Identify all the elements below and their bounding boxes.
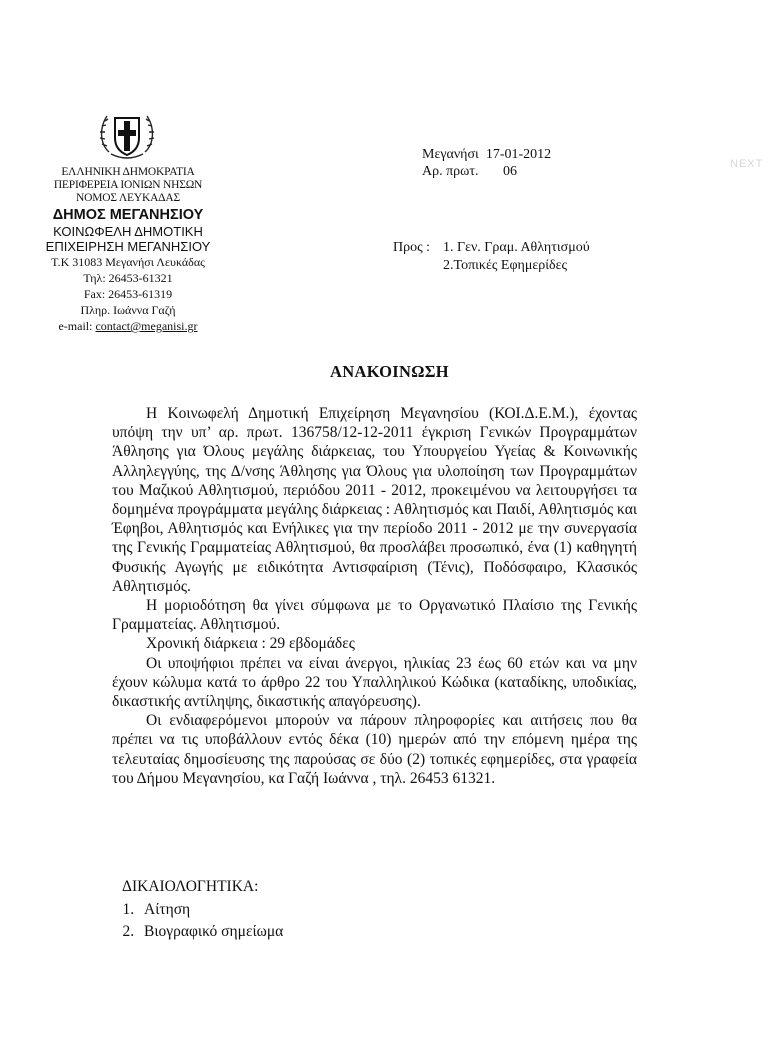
announcement-body — [112, 404, 637, 788]
list-item: 2. Βιογραφικό σημείωμα — [138, 921, 283, 943]
protocol-number: Αρ. πρωτ. 06 — [422, 164, 517, 179]
documents-heading: ΔΙΚΑΙΟΛΟΓΗΤΙΚΑ: — [122, 878, 259, 895]
body-paragraph-5: Οι ενδιαφερόμενοι μπορούν να πάρουν πληροφορίες και αιτήσεις που θα πρέπει να τις υποβάλλουν εντός δέκα (10) ημερών από την επόμενη ημέρα της τελευταίας δημοσίευσης της παρούσας σε δύο (2) τοπικές εφημερίδες, στα γραφεία του Δήμου Μεγανησίου, κα Γαζή Ιωάννα , τηλ. 26453 61321. — [112, 712, 637, 787]
prefecture-line: ΝΟΜΟΣ ΛΕΥΚΑΔΑΣ — [76, 192, 180, 204]
recipient-item: 1. Γεν. Γραμ. Αθλητισμού — [443, 240, 590, 255]
email-line — [40, 318, 216, 334]
phone-number: Τηλ: 26453-61321 — [83, 271, 173, 285]
required-documents — [120, 876, 283, 943]
postal-address: Τ.Κ 31083 Μεγανήσι Λευκάδας — [51, 255, 205, 269]
body-paragraph-4: Οι υποψήφιοι πρέπει να είναι άνεργοι, ηλικίας 23 έως 60 ετών και να μην έχουν κώλυμα κατά το άρθρο 22 του Υπαλληλικού Κώδικα (καταδίκης, υποδικίας, δικαστικής αντίληψης, δικαστικής απαγόρευσης). — [112, 654, 637, 711]
recipient-item: 2.Τοπικές Εφημερίδες — [443, 258, 568, 273]
document-title: ΑΝΑΚΟΙΝΩΣΗ — [330, 362, 449, 381]
region-line: ΠΕΡΙΦΕΡΕΙΑ ΙΟΝΙΩΝ ΝΗΣΩΝ — [53, 179, 203, 191]
body-paragraph-3: Χρονική διάρκεια : 29 εβδομάδες — [146, 635, 355, 653]
greek-coat-of-arms-icon — [97, 106, 157, 164]
list-item: 1. Αίτηση — [138, 899, 283, 921]
municipality-name: ΔΗΜΟΣ ΜΕΓΑΝΗΣΙΟΥ — [52, 207, 204, 223]
contact-person: Πληρ. Ιωάννα Γαζή — [80, 303, 176, 317]
corporation-line-2: ΕΠΙΧΕΙΡΗΣΗ ΜΕΓΑΝΗΣΙΟΥ — [45, 239, 211, 254]
recipients-block — [393, 239, 590, 275]
place-date: Μεγανήσι 17-01-2012 — [422, 147, 552, 162]
date-protocol-block — [422, 146, 551, 180]
email-link[interactable]: contact@meganisi.gr — [95, 319, 198, 333]
documents-list — [120, 899, 283, 943]
body-paragraph-1: Η Κοινωφελή Δημοτική Επιχείρηση Μεγανησίου (ΚΟΙ.Δ.Ε.Μ.), έχοντας υπόψη την υπ’ αρ. πρωτ. 136758/12-12-2011 έγκριση Γενικών Προγραμμάτων Άθλησης για Όλους μεγάλης διάρκειας, του Υπουργείου Υγείας & Κοινωνικής Αλληλεγγύης, της Δ/νσης Άθλησης για Όλους για υλοποίηση των Προγραμμάτων του Μαζικού Αθλητισμού, περιόδου 2011 - 2012, προκειμένου να λειτουργήσει τα δομημένα προγράμματα μεγάλης διάρκειας : Αθλητισμός και Παιδί, Αθλητισμός και Έφηβοι, Αθλητισμός και Ενήλικες για την περίοδο 2011 - 2012 με την συνεργασία της Γενικής Γραμματείας Αθλητισμού, θα προσλάβει προσωπικό, ένα (1) καθηγητή Φυσικής Αγωγής με ειδικότητα Αντισφαίριση (Τένις), Ποδόσφαιρο, Κλασικός Αθλητισμός. — [112, 405, 637, 595]
corporation-line-1: ΚΟΙΝΩΦΕΛΗ ΔΗΜΟΤΙΚΗ — [53, 224, 203, 239]
recipients-label: Προς : — [393, 240, 431, 255]
email-label: e-mail: — [58, 319, 96, 333]
fax-number: Fax: 26453-61319 — [83, 287, 173, 301]
country-line: ΕΛΛΗΝΙΚΗ ΔΗΜΟΚΡΑΤΙΑ — [61, 166, 195, 178]
scan-watermark: NEXT — [730, 158, 764, 170]
sender-block — [40, 166, 216, 334]
body-paragraph-2: Η μοριοδότηση θα γίνει σύμφωνα με το Οργανωτικό Πλαίσιο της Γενικής Γραμματείας. Αθλητισμού. — [112, 597, 637, 634]
